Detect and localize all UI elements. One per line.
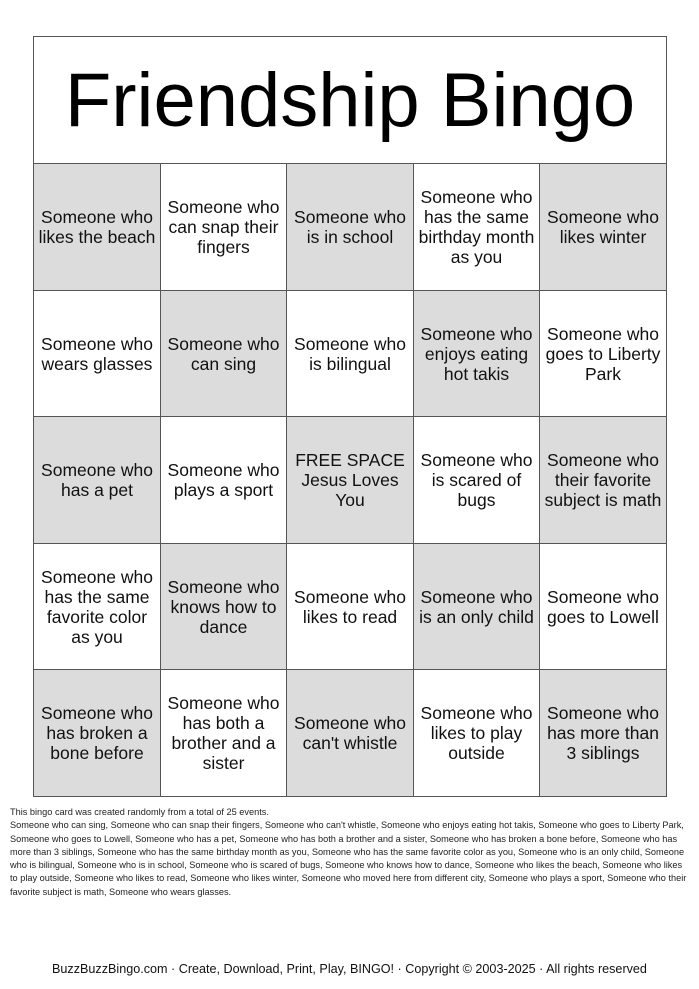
bingo-cell-text: Someone who their favorite subject is math	[544, 450, 662, 510]
footer: BuzzBuzzBingo.com · Create, Download, Print, Play, BINGO! · Copyright © 2003-2025 · All rights reserved	[52, 962, 647, 976]
bingo-grid	[34, 164, 666, 796]
bingo-cell	[540, 291, 666, 417]
free-space-cell	[287, 417, 414, 544]
bingo-cell	[34, 670, 161, 796]
bingo-cell	[161, 670, 287, 796]
bingo-cell	[287, 164, 414, 291]
bingo-cell	[34, 544, 161, 670]
bingo-card	[33, 36, 667, 797]
bingo-cell-text: Someone who is in school	[294, 207, 406, 247]
bingo-cell	[161, 544, 287, 670]
bingo-cell	[161, 291, 287, 417]
bingo-cell	[34, 164, 161, 291]
bingo-cell-text: Someone who is an only child	[419, 586, 534, 627]
bingo-cell-text: Someone who has a pet	[41, 460, 153, 500]
bingo-cell	[540, 544, 666, 670]
bingo-cell-text: Someone who can sing	[167, 333, 280, 374]
bingo-cell-text: FREE SPACE Jesus Loves You	[295, 450, 405, 510]
bingo-cell-text: Someone who likes winter	[547, 207, 659, 247]
bingo-cell-text: Someone who likes the beach	[38, 207, 156, 247]
bingo-cell-text: Someone who has the same favorite color as you	[41, 566, 153, 647]
info-intro: This bingo card was created randomly from a total of 25 events.	[10, 807, 269, 817]
bingo-cell	[287, 544, 414, 670]
bingo-cell	[540, 670, 666, 796]
bingo-cell	[414, 417, 540, 544]
bingo-cell-text: Someone who goes to Liberty Park	[545, 323, 661, 384]
bingo-cell	[161, 164, 287, 291]
bingo-cell-text: Someone who is scared of bugs	[420, 450, 533, 510]
card-title: Friendship Bingo	[64, 58, 636, 143]
bingo-cell	[540, 164, 666, 291]
bingo-cell	[540, 417, 666, 544]
bingo-cell-text: Someone who has both a brother and a sister	[167, 693, 280, 773]
bingo-cell-text: Someone who is bilingual	[294, 333, 406, 374]
bingo-cell-text: Someone who can snap their fingers	[167, 197, 280, 257]
bingo-cell-text: Someone who has broken a bone before	[41, 703, 153, 763]
info-events-list: Someone who can sing, Someone who can snap their fingers, Someone who can't whistle, Someone who enjoys eating hot takis, Someone who goes to Liberty Park, Someone who goes to Lowell, Someone who has a pet, Someone who has both a brother and a sister, Someone who has broken a bone before, Someone who has more than 3 siblings, Someone who has the same birthday month as you, Someone who has the same favorite color as you, Someone who is an only child, Someone who is bilingual, Someone who is in school, Someone who is scared of bugs, Someone who knows how to dance, Someone who likes the beach, Someone who likes to play outside, Someone who likes to read, Someone who likes winter, Someone who moved here from different city, Someone who plays a sport, Someone who their favorite subject is math, Someone who wears glasses.	[10, 820, 687, 897]
bingo-cell	[414, 164, 540, 291]
bingo-cell	[414, 670, 540, 796]
bingo-cell-text: Someone who likes to read	[294, 586, 406, 627]
bingo-cell	[34, 291, 161, 417]
bingo-cell-text: Someone who can't whistle	[294, 713, 406, 753]
bingo-cell	[34, 417, 161, 544]
title-cell	[34, 37, 666, 164]
bingo-cell-text: Someone who goes to Lowell	[547, 586, 659, 627]
bingo-cell	[287, 291, 414, 417]
bingo-cell-text: Someone who knows how to dance	[167, 576, 280, 637]
bingo-cell-text: Someone who has the same birthday month as you	[418, 187, 535, 267]
bingo-cell-text: Someone who plays a sport	[167, 460, 280, 500]
bingo-cell	[414, 544, 540, 670]
bingo-cell	[161, 417, 287, 544]
bingo-cell-text: Someone who likes to play outside	[420, 703, 533, 763]
bingo-cell	[287, 670, 414, 796]
bingo-cell-text: Someone who has more than 3 siblings	[547, 703, 659, 763]
bingo-cell	[414, 291, 540, 417]
card-info	[10, 806, 690, 899]
bingo-cell-text: Someone who enjoys eating hot takis	[420, 323, 533, 384]
bingo-cell-text: Someone who wears glasses	[41, 333, 153, 374]
